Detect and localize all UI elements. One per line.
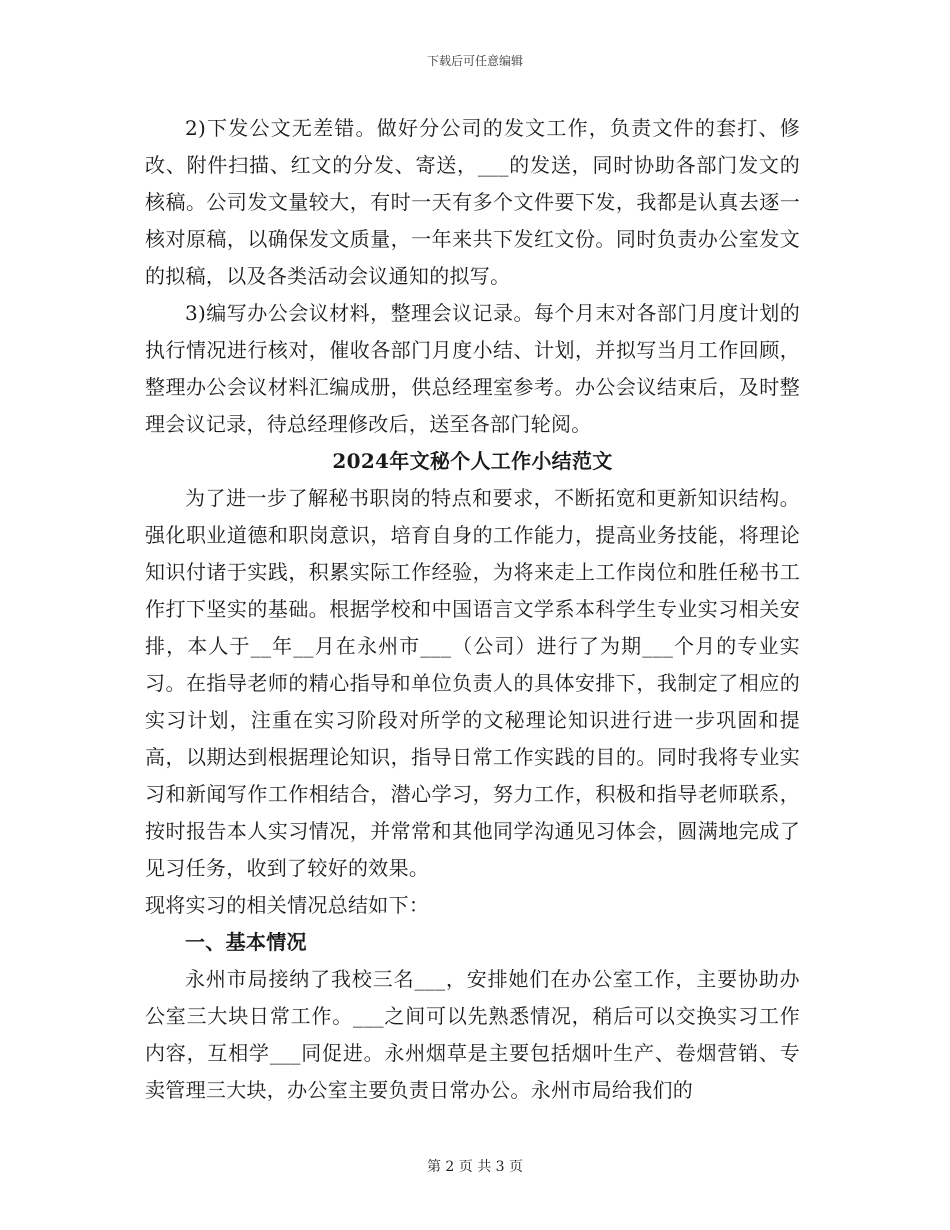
document-body bbox=[145, 110, 800, 1109]
intro-paragraph: 为了进一步了解秘书职岗的特点和要求，不断拓宽和更新知识结构。强化职业道德和职岗意识，培育自身的工作能力，提高业务技能，将理论知识付诸于实践，积累实际工作经验，为将来走上工作岗位和胜任秘书工作打下坚实的基础。根据学校和中国语言文学系本科学生专业实习相关安排，本人于__年__月在永州市___（公司）进行了为期___个月的专业实习。在指导老师的精心指导和单位负责人的具体安排下，我制定了相应的实习计划，注重在实习阶段对所学的文秘理论知识进行进一步巩固和提高，以期达到根据理论知识，指导日常工作实践的目的。同时我将专业实习和新闻写作工作相结合，潜心学习，努力工作，积极和指导老师联系，按时报告本人实习情况，并常常和其他同学沟通见习体会，圆满地完成了见习任务，收到了较好的效果。 bbox=[145, 486, 800, 880]
summary-line: 现将实习的相关情况总结如下： bbox=[145, 893, 430, 917]
paragraph-item-2: 2)下发公文无差错。做好分公司的发文工作，负责文件的套打、修改、附件扫描、红文的分发、寄送，___的发送，同时协助各部门发文的核稿。公司发文量较大，有时一天有多个文件要下发，我都是认真去逐一核对原稿，以确保发文质量，一年来共下发红文份。同时负责办公室发文的拟稿，以及各类活动会议通知的拟写。 bbox=[145, 116, 800, 288]
basic-paragraph: 永州市局接纳了我校三名___，安排她们在办公室工作，主要协助办公室三大块日常工作。___之间可以先熟悉情况，稍后可以交换实习工作内容，互相学___同促进。永州烟草是主要包括烟叶生产、卷烟营销、专卖管理三大块，办公室主要负责日常办公。永州市局给我们的 bbox=[145, 967, 800, 1102]
page-header: 下载后可任意编辑 bbox=[426, 54, 523, 68]
section-title: 2024年文秘个人工作小结范文 bbox=[332, 449, 613, 473]
subheading-basic: 一、基本情况 bbox=[185, 930, 307, 954]
paragraph-item-3: 3)编写办公会议材料，整理会议记录。每个月末对各部门月度计划的执行情况进行核对，催收各部门月度小结、计划，并拟写当月工作回顾，整理办公会议材料汇编成册，供总经理室参考。办公会议结束后，及时整理会议记录，待总经理修改后，送至各部门轮阅。 bbox=[145, 301, 800, 436]
page-footer: 第 2 页 共 3 页 bbox=[426, 1159, 524, 1175]
